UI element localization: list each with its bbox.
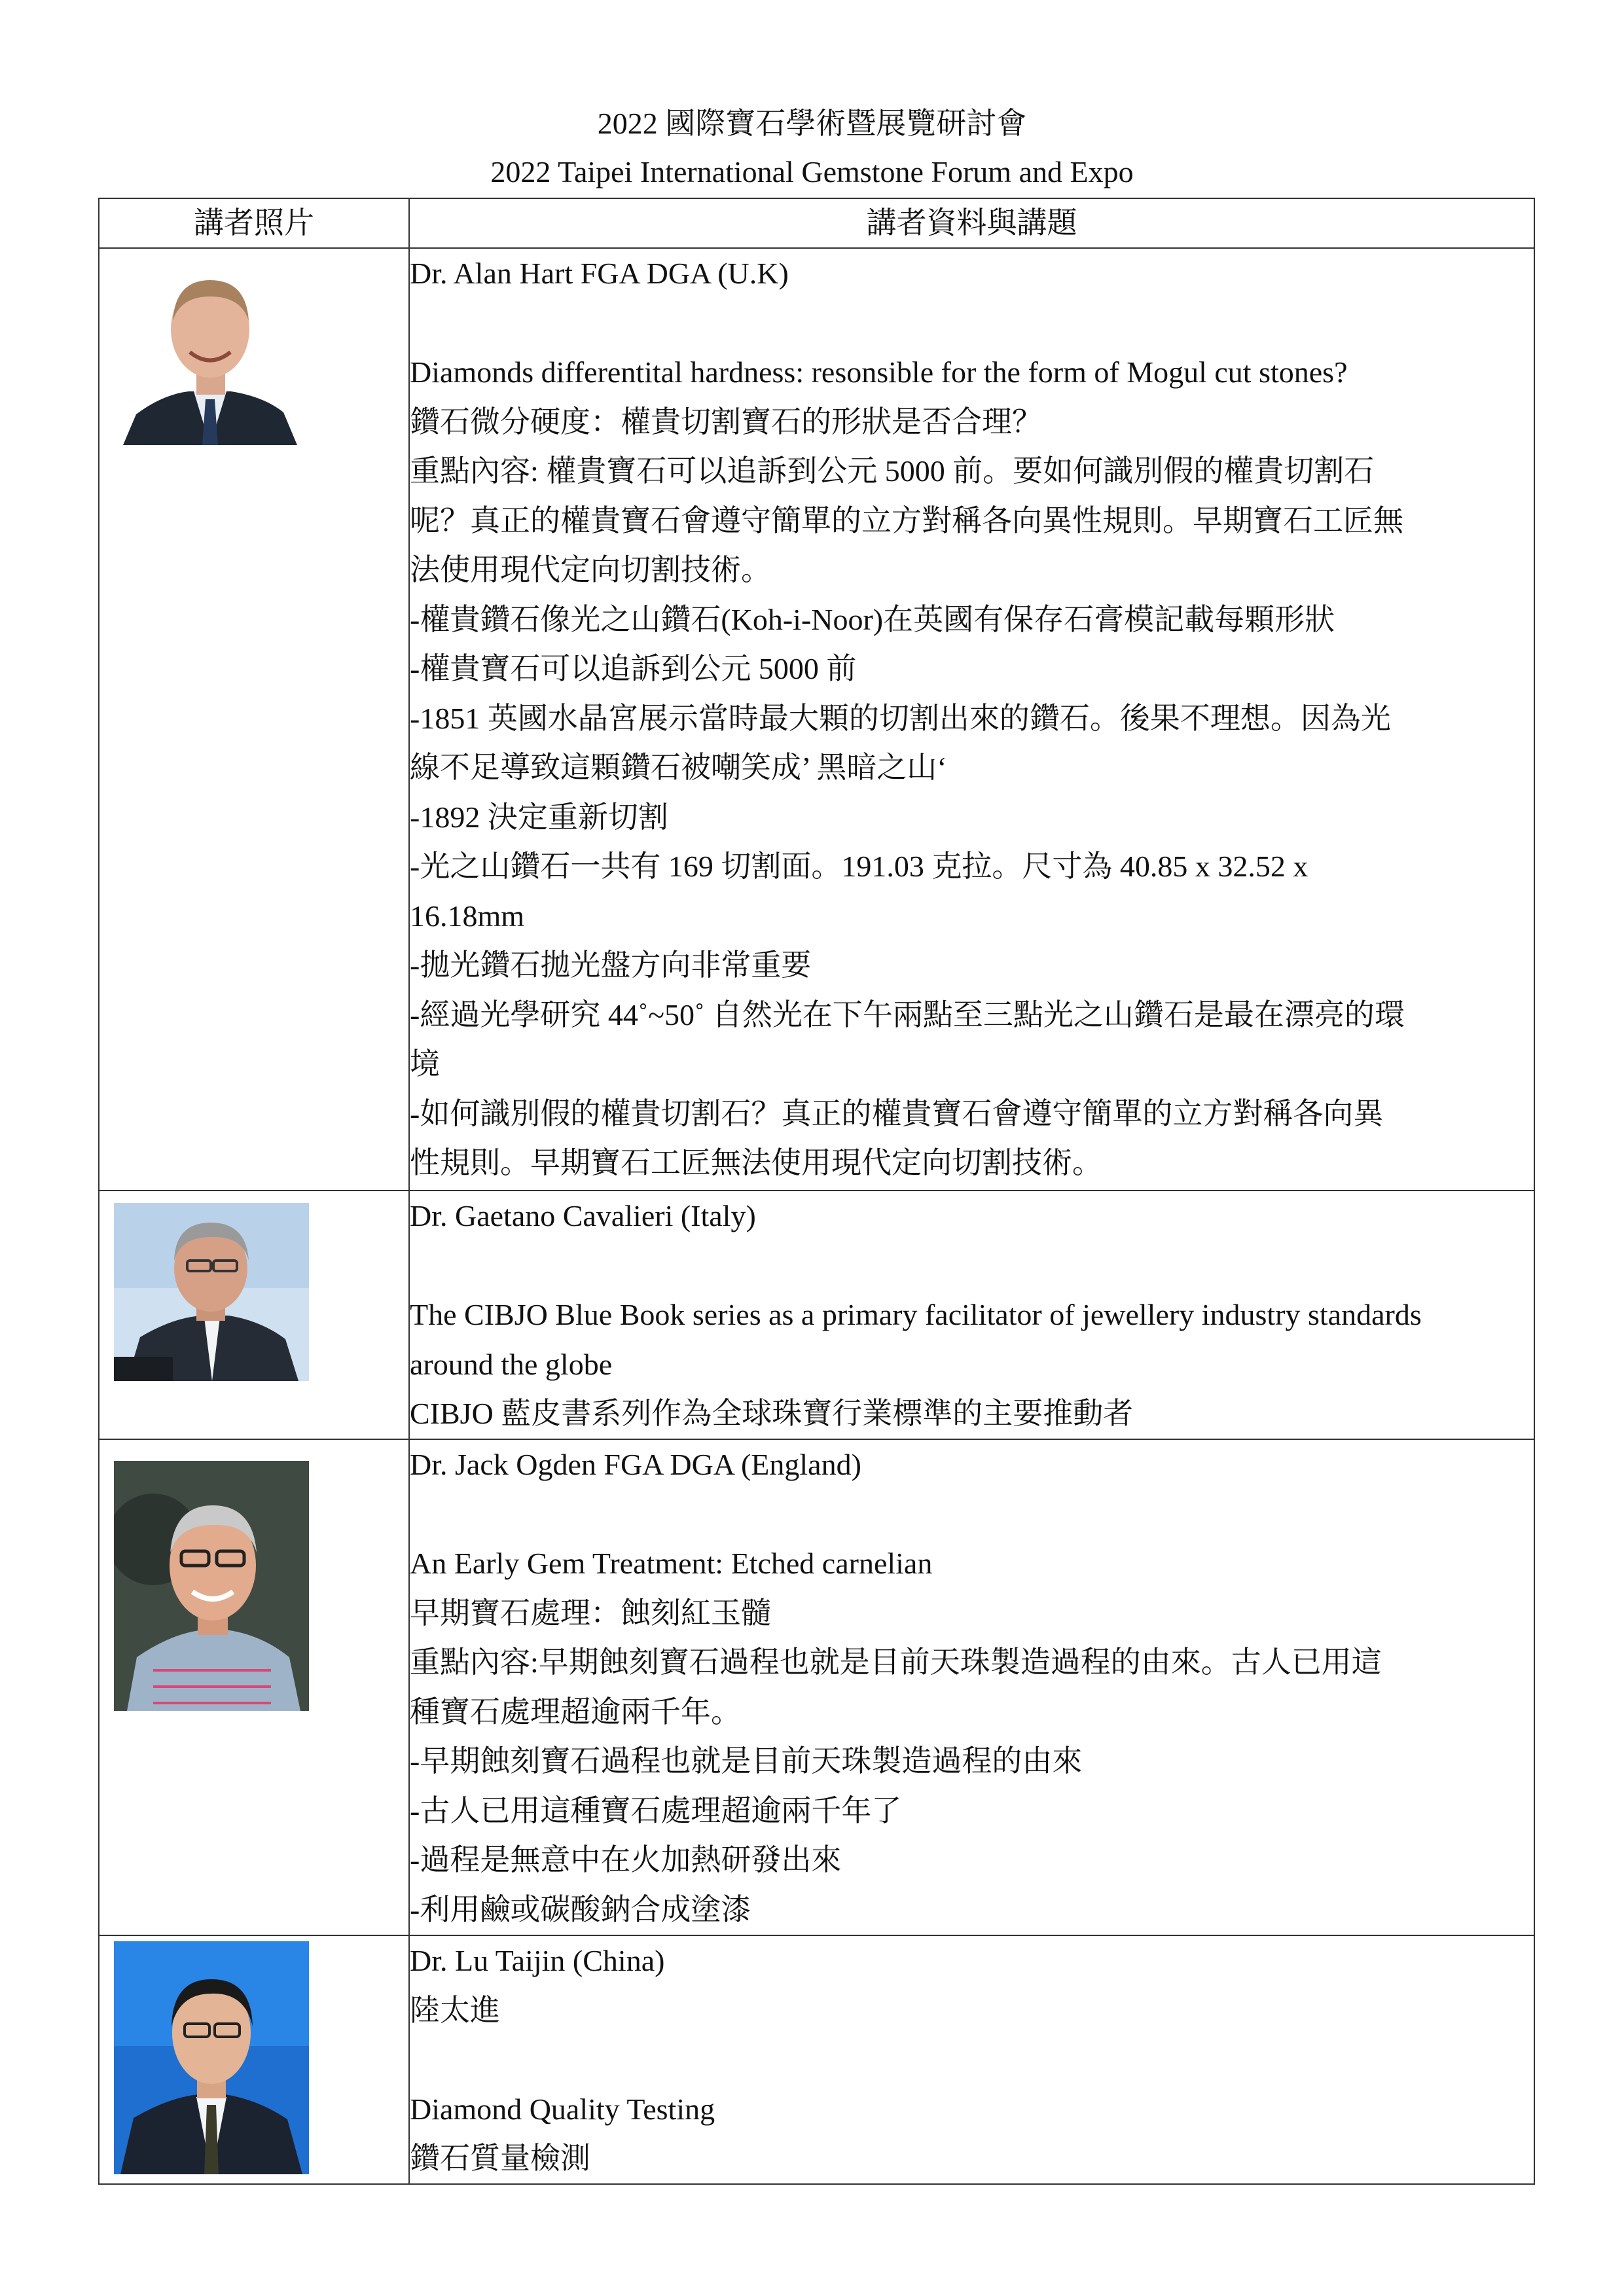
- talk-point: -權貴寶石可以追訴到公元 5000 前: [410, 652, 857, 685]
- speaker-row-alan-hart: [99, 248, 1534, 1191]
- blank-line: [410, 298, 1534, 348]
- talk-summary: 重點內容:早期蝕刻寶石過程也就是目前天珠製造過程的由來。古人已用這: [410, 1645, 1382, 1679]
- talk-title-zh: 早期寶石處理：蝕刻紅玉髓: [410, 1596, 771, 1630]
- talk-point: -拋光鑽石拋光盤方向非常重要: [410, 948, 812, 982]
- talk-point: -光之山鑽石一共有 169 切割面。191.03 克拉。尺寸為 40.85 x 32.52 x: [410, 850, 1308, 883]
- talk-point: -利用鹼或碳酸鈉合成塗漆: [410, 1892, 751, 1926]
- blank-line: [410, 1490, 1534, 1539]
- talk-point: -如何識別假的權貴切割石？真正的權貴寶石會遵守簡單的立方對稱各向異: [410, 1096, 1384, 1130]
- talk-point: 線不足導致這顆鑽石被嘲笑成’ 黑暗之山‘: [410, 751, 947, 784]
- talk-title-zh: 鑽石微分硬度：權貴切割寶石的形狀是否合理？: [410, 404, 1042, 439]
- speaker-photo-cell: [99, 1191, 409, 1439]
- talk-summary: 重點內容: 權貴寶石可以追訴到公元 5000 前。要如何識別假的權貴切割石: [410, 454, 1375, 488]
- speaker-name-zh: 陸太進: [410, 1993, 500, 2027]
- talk-title-zh: 鑽石質量檢測: [410, 2142, 590, 2175]
- talk-title-zh: CIBJO 藍皮書系列作為全球珠寶行業標準的主要推動者: [410, 1397, 1134, 1430]
- talk-point: -過程是無意中在火加熱研發出來: [410, 1843, 842, 1876]
- talk-point: -1851 英國水晶宮展示當時最大顆的切割出來的鑽石。後果不理想。因為光: [410, 701, 1391, 735]
- table-header-row: [99, 198, 1534, 248]
- talk-title-en: An Early Gem Treatment: Etched carnelian: [410, 1547, 933, 1580]
- speaker-info-gaetano-cavalieri: [409, 1191, 1534, 1439]
- talk-point: -1892 決定重新切割: [410, 800, 668, 834]
- speaker-photo-jack-ogden: [114, 1461, 309, 1711]
- speaker-info-jack-ogden: [409, 1439, 1534, 1935]
- header-photo: 講者照片: [99, 198, 409, 248]
- speaker-info-alan-hart: [409, 248, 1534, 1191]
- speaker-photo-alan-hart: [117, 260, 304, 445]
- document-title-english: 2022 Taipei International Gemstone Forum and Expo: [490, 155, 1134, 188]
- talk-point: -經過光學研究 44˚~50˚ 自然光在下午兩點至三點光之山鑽石是最在漂亮的環: [410, 997, 1405, 1031]
- speaker-photo-gaetano-cavalieri: [114, 1203, 309, 1381]
- speaker-row-jack-ogden: [99, 1439, 1534, 1935]
- talk-summary: 種寶石處理超逾兩千年。: [410, 1695, 741, 1729]
- speaker-name: Dr. Lu Taijin (China): [410, 1944, 665, 1977]
- talk-summary: 法使用現代定向切割技術。: [410, 553, 771, 586]
- speaker-name: Dr. Alan Hart FGA DGA (U.K): [410, 257, 789, 290]
- speaker-name: Dr. Gaetano Cavalieri (Italy): [410, 1199, 756, 1232]
- speaker-name: Dr. Jack Ogden FGA DGA (England): [410, 1448, 861, 1481]
- header-info: 講者資料與講題: [409, 198, 1534, 248]
- talk-point: 境: [410, 1047, 440, 1081]
- talk-point: 性規則。早期寶石工匠無法使用現代定向切割技術。: [410, 1146, 1102, 1179]
- talk-title-en: Diamond Quality Testing: [410, 2092, 715, 2126]
- talk-title-en: around the globe: [410, 1347, 613, 1381]
- talk-point: -古人已用這種寶石處理超逾兩千年了: [410, 1793, 902, 1827]
- document-title-chinese: 2022 國際寶石學術暨展覽研討會: [597, 107, 1027, 140]
- talk-point: -權貴鑽石像光之山鑽石(Koh-i-Noor)在英國有保存石膏模記載每顆形狀: [410, 602, 1335, 636]
- speaker-photo-lu-taijin: [114, 1941, 309, 2174]
- speaker-photo-cell: [99, 1439, 409, 1935]
- speaker-photo-cell: [99, 248, 409, 1191]
- speaker-row-lu-taijin: [99, 1935, 1534, 2184]
- talk-point: 16.18mm: [410, 899, 525, 933]
- blank-line: [410, 2035, 1534, 2085]
- talk-title-en: Diamonds differentital hardness: resonsible for the form of Mogul cut stones?: [410, 355, 1348, 389]
- speaker-row-gaetano-cavalieri: [99, 1191, 1534, 1439]
- talk-title-en: The CIBJO Blue Book series as a primary facilitator of jewellery industry standards: [410, 1298, 1422, 1331]
- speaker-info-lu-taijin: [409, 1935, 1534, 2184]
- talk-summary: 呢？真正的權貴寶石會遵守簡單的立方對稱各向異性規則。早期寶石工匠無: [410, 503, 1403, 537]
- speaker-photo-cell: [99, 1935, 409, 2184]
- talk-point: -早期蝕刻寶石過程也就是目前天珠製造過程的由來: [410, 1744, 1083, 1778]
- speakers-table: [98, 198, 1535, 2185]
- blank-line: [410, 1241, 1534, 1291]
